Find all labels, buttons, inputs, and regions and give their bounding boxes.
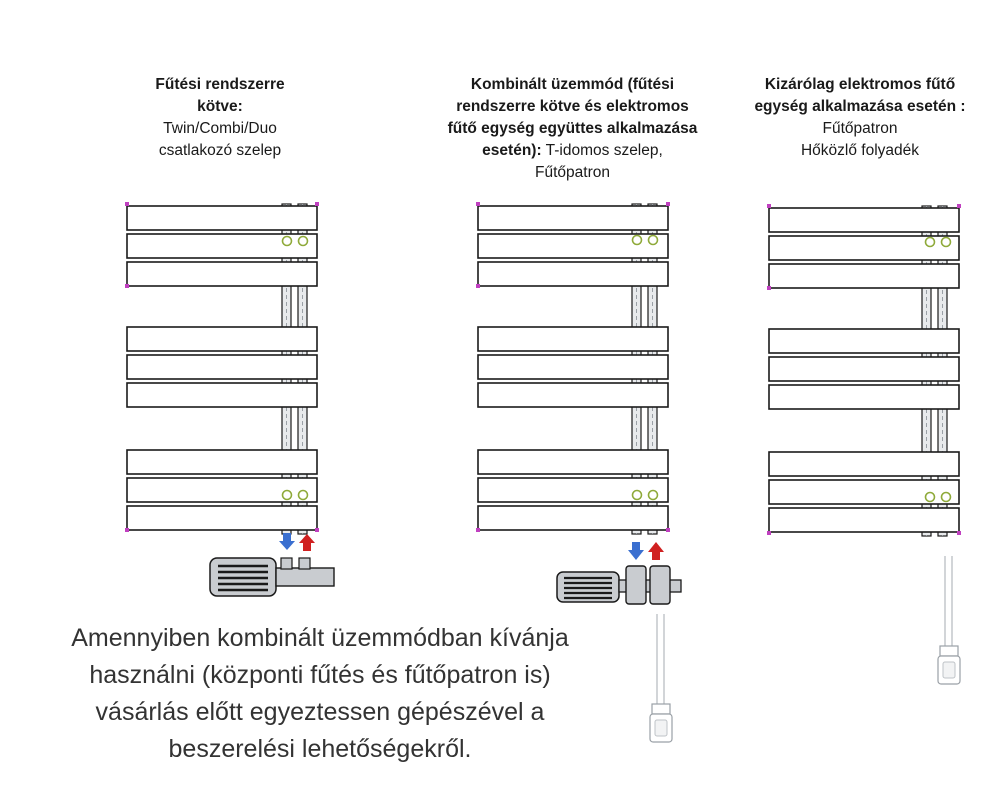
caption-bold-line: Fűtési rendszerre — [155, 76, 285, 93]
caption-bold-line: kötve: — [197, 98, 243, 115]
caption-line: T-idomos szelep, — [545, 142, 663, 159]
combined-mode-note — [20, 620, 620, 768]
caption-line: Twin/Combi/Duo — [163, 120, 277, 137]
caption-line: Fűtőpatron — [535, 164, 610, 181]
radiator-electric-only — [767, 204, 961, 536]
caption-line: Fűtőpatron — [822, 120, 898, 137]
twin-valve-icon — [210, 558, 334, 596]
caption-bold-line: egység alkalmazása esetén : — [754, 98, 966, 115]
caption-bold-line: Kizárólag elektromos fűtő — [764, 76, 956, 93]
heating-element-icon — [650, 614, 672, 742]
blue-down-arrow-icon — [279, 533, 295, 550]
caption-bold-line: fűtő egység együttes alkalmazása — [447, 120, 698, 137]
caption-bold-line: Kombinált üzemmód (fűtési — [470, 76, 675, 93]
t-valve-icon — [557, 566, 681, 604]
note-line: használni (központi fűtés és fűtőpatron is) — [89, 661, 551, 689]
heating-element-icon — [938, 556, 960, 684]
caption-line: Hőközlő folyadék — [800, 142, 920, 159]
caption-line: csatlakozó szelep — [158, 142, 282, 159]
radiator-combined-mode — [476, 202, 670, 534]
red-up-arrow-icon — [648, 542, 664, 560]
caption-bold-line: esetén): — [482, 142, 542, 159]
note-line: vásárlás előtt egyeztessen gépészével a — [95, 698, 545, 726]
red-up-arrow-icon — [299, 534, 315, 551]
caption-bold-line: rendszerre kötve és elektromos — [456, 98, 689, 115]
radiator-central-heating — [125, 202, 319, 534]
note-line: beszerelési lehetőségekről. — [168, 735, 472, 763]
note-line: Amennyiben kombinált üzemmódban kívánja — [71, 624, 569, 652]
blue-down-arrow-icon — [628, 542, 644, 560]
